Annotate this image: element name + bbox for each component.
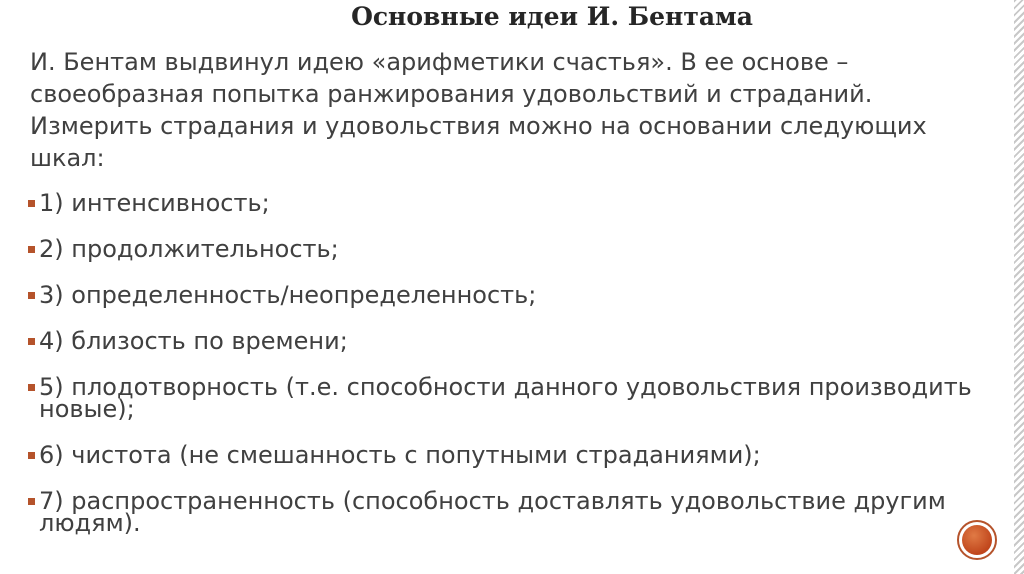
list-item-text: 1) интенсивность; <box>39 189 270 217</box>
list-item-text: 2) продолжительность; <box>39 235 339 263</box>
nav-button-core <box>962 525 992 555</box>
square-bullet-icon <box>28 200 35 207</box>
list-item <box>28 281 988 309</box>
list-item <box>28 373 988 423</box>
scale-list <box>28 189 988 558</box>
intro-paragraph: И. Бентам выдвинул идею «арифметики счастья». В ее основе – своеобразная попытка ранжирования удовольствий и страданий. Измерить страдания и удовольствия можно на основании следующих шкал: <box>30 48 927 172</box>
circle-nav-button-icon[interactable] <box>957 520 997 560</box>
square-bullet-icon <box>28 338 35 345</box>
list-item <box>28 327 988 355</box>
slide-title: Основные идеи И. Бентама <box>351 2 753 31</box>
list-item-text: 4) близость по времени; <box>39 327 348 355</box>
square-bullet-icon <box>28 292 35 299</box>
square-bullet-icon <box>28 246 35 253</box>
list-item <box>28 487 988 537</box>
list-item <box>28 235 988 263</box>
square-bullet-icon <box>28 498 35 505</box>
list-item <box>28 189 988 217</box>
list-item-text: 5) плодотворность (т.е. способности данного удовольствия производить новые); <box>39 373 972 423</box>
list-item-text: 3) определенность/неопределенность; <box>39 281 537 309</box>
square-bullet-icon <box>28 384 35 391</box>
square-bullet-icon <box>28 452 35 459</box>
list-item-text: 6) чистота (не смешанность с попутными страданиями); <box>39 441 761 469</box>
decorative-stripe-band <box>1014 0 1024 574</box>
list-item-text: 7) распространенность (способность доставлять удовольствие другим людям). <box>39 487 946 537</box>
list-item <box>28 441 988 469</box>
